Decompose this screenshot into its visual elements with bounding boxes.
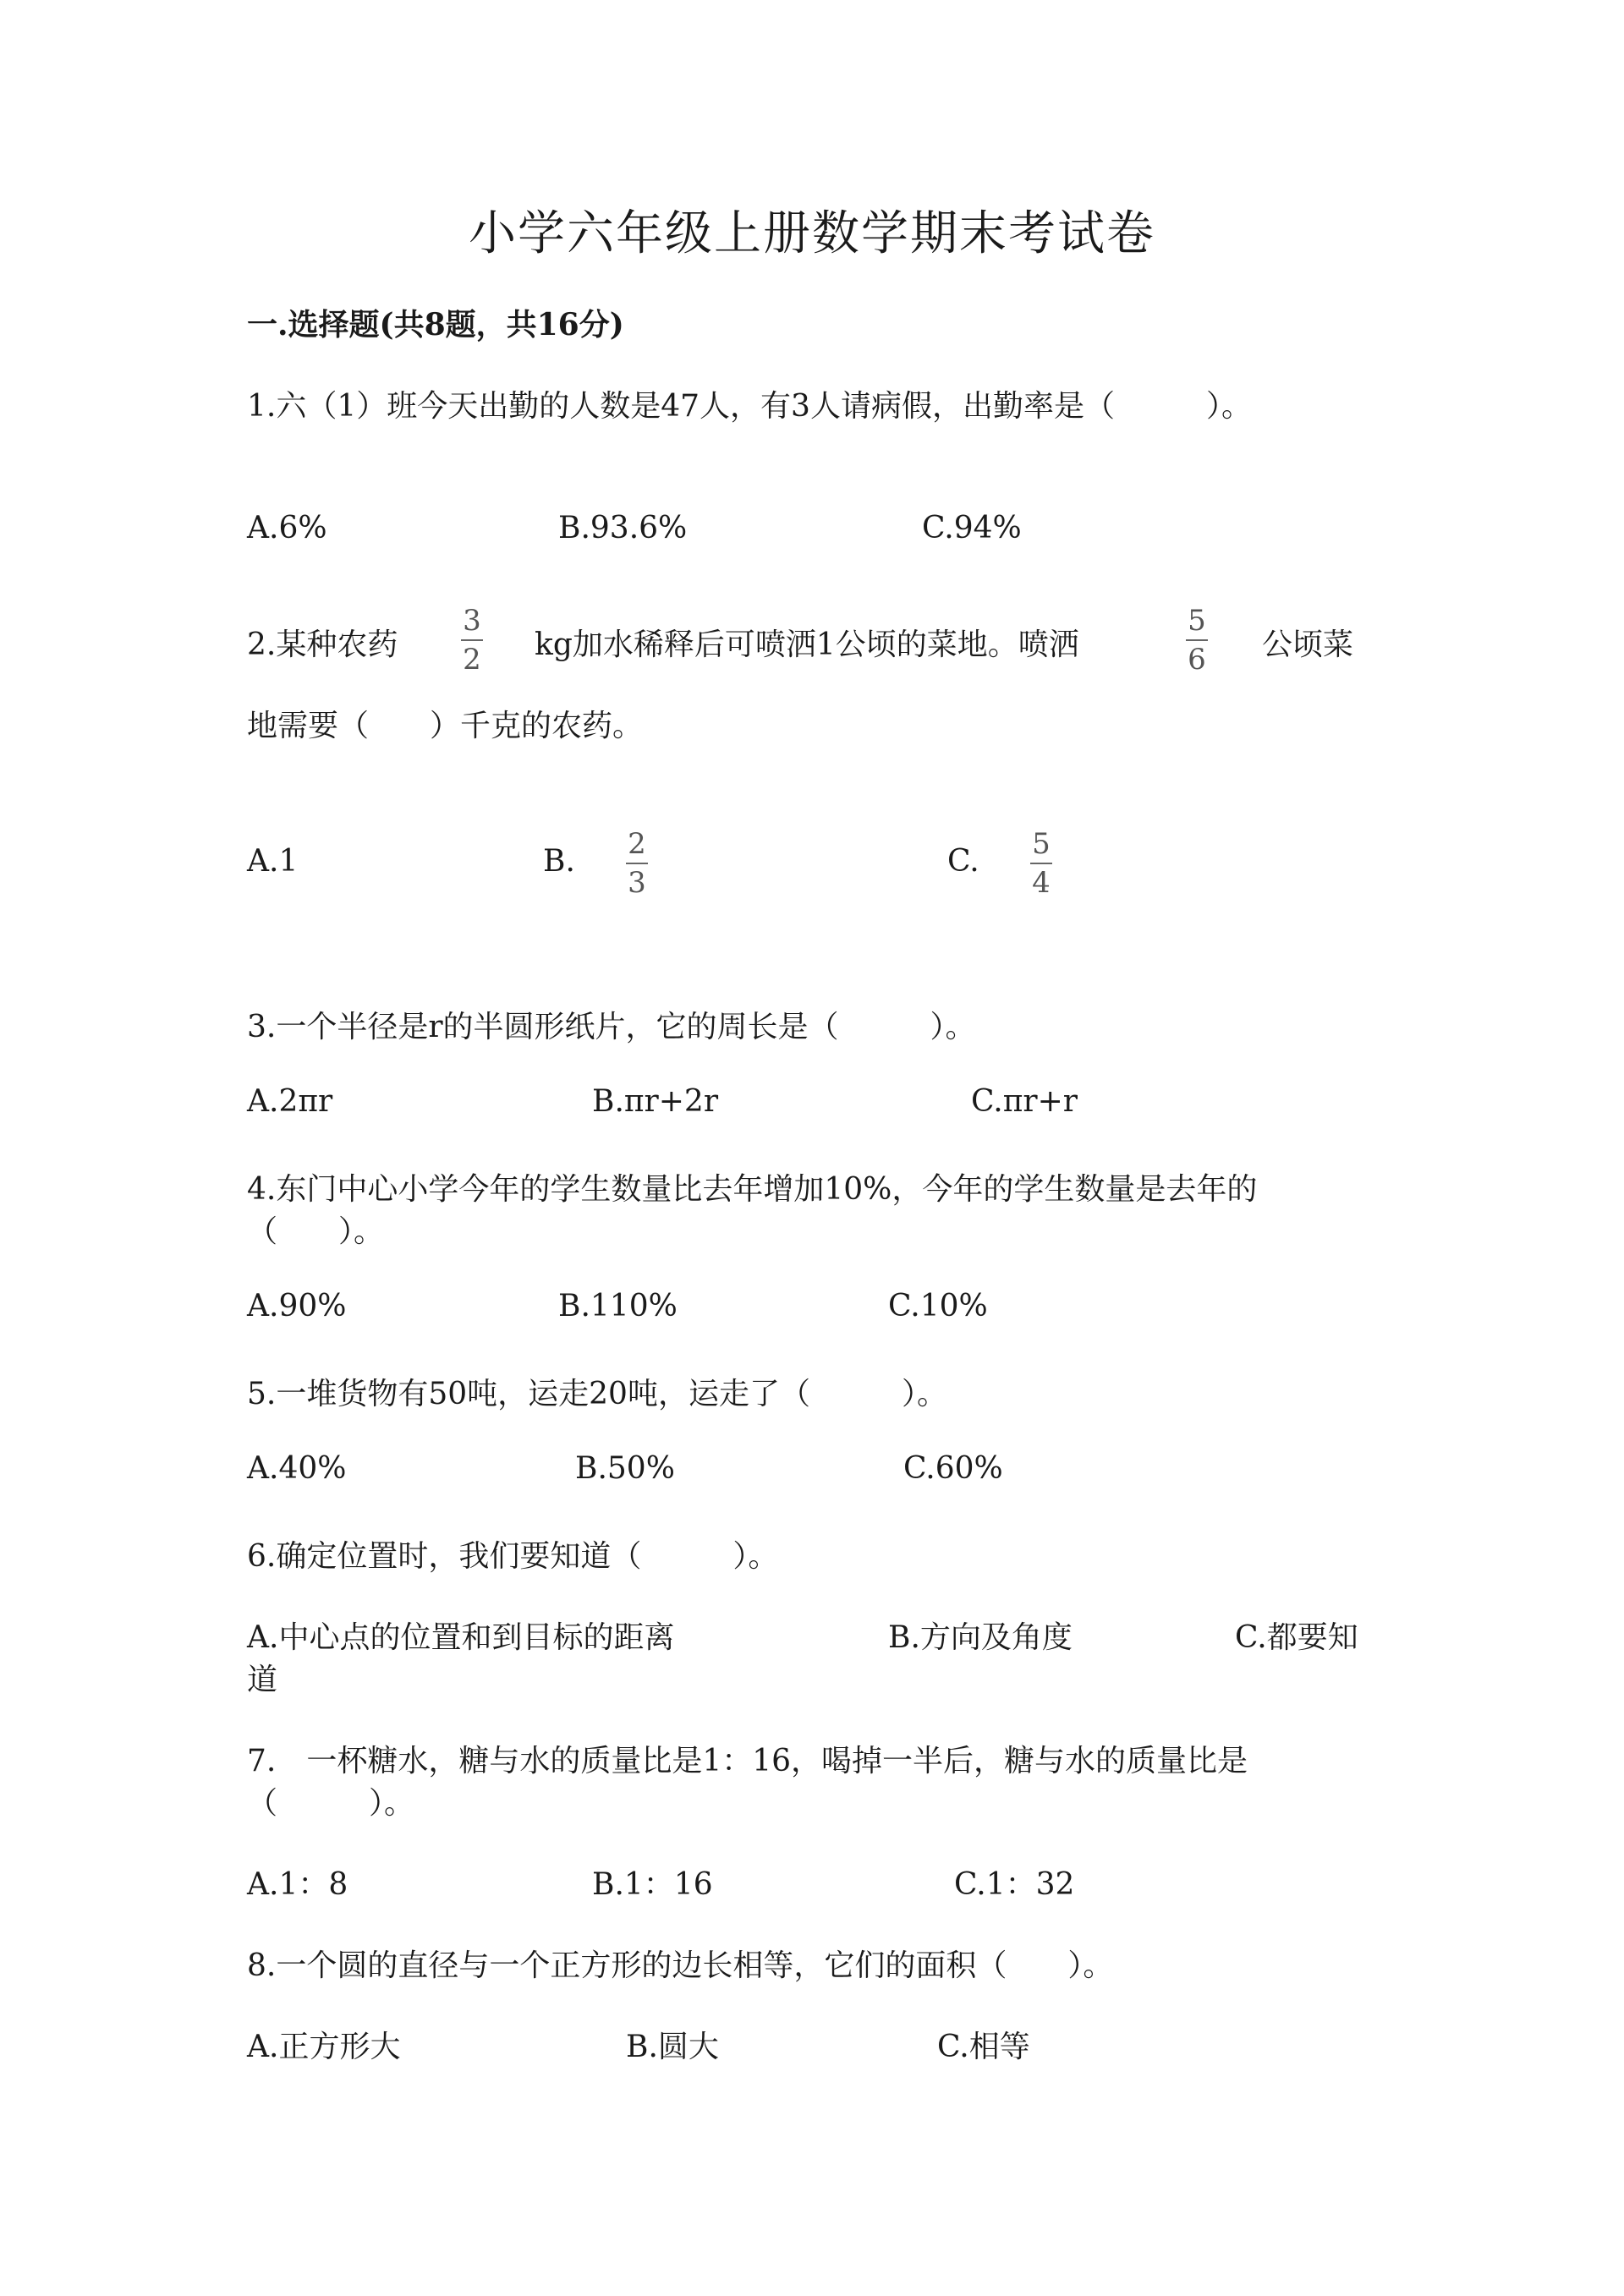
q3-option-b: B.πr+2r xyxy=(592,1084,719,1119)
question-7-line2: （ ）。 xyxy=(247,1786,415,1821)
question-1: 1.六（1）班今天出勤的人数是47人，有3人请病假，出勤率是（ ）。 xyxy=(247,389,1252,424)
fraction-bar xyxy=(626,863,648,864)
q5-option-c: C.60% xyxy=(903,1451,1003,1486)
question-5: 5.一堆货物有50吨，运走20吨，运走了（ ）。 xyxy=(247,1377,947,1411)
q2-option-c-fraction xyxy=(1030,829,1052,898)
fraction-numerator: 5 xyxy=(1032,827,1051,861)
q3-option-c: C.πr+r xyxy=(971,1084,1078,1119)
q8-option-c: C.相等 xyxy=(937,2030,1030,2064)
q7-option-c: C.1：32 xyxy=(954,1867,1075,1902)
fraction-bar xyxy=(461,639,483,641)
q6-option-b: B.方向及角度 xyxy=(888,1620,1073,1655)
q1-option-b: B.93.6% xyxy=(558,511,688,545)
q4-option-c: C.10% xyxy=(888,1289,988,1323)
question-6: 6.确定位置时，我们要知道（ ）。 xyxy=(247,1539,779,1574)
fraction-denominator: 6 xyxy=(1188,643,1206,677)
question-3: 3.一个半径是r的半圆形纸片，它的周长是（ ）。 xyxy=(247,1010,976,1044)
q7-option-b: B.1：16 xyxy=(592,1867,713,1902)
q6-option-c: C.都要知 xyxy=(1235,1620,1358,1655)
question-8: 8.一个圆的直径与一个正方形的边长相等，它们的面积（ ）。 xyxy=(247,1948,1114,1983)
q5-option-a: A.40% xyxy=(247,1451,347,1486)
question-2-part2: kg加水稀释后可喷洒1公顷的菜地。喷洒 xyxy=(535,627,1079,662)
fraction-bar xyxy=(1030,863,1052,864)
fraction-numerator: 2 xyxy=(628,827,646,861)
q2-option-b-fraction xyxy=(626,829,648,898)
q3-option-a: A.2πr xyxy=(247,1084,333,1119)
page-title: 小学六年级上册数学期末考试卷 xyxy=(469,206,1155,261)
q2-option-b: B. xyxy=(543,844,575,879)
q1-option-a: A.6% xyxy=(247,511,327,545)
question-2-part3: 公顷菜 xyxy=(1262,627,1354,662)
question-4-line1: 4.东门中心小学今年的学生数量比去年增加10%，今年的学生数量是去年的 xyxy=(247,1172,1258,1207)
q6-option-a: A.中心点的位置和到目标的距离 xyxy=(247,1620,675,1655)
fraction-numerator: 3 xyxy=(463,604,481,638)
q5-option-b: B.50% xyxy=(575,1451,675,1486)
question-4-line2: （ ）。 xyxy=(247,1214,385,1249)
fraction-denominator: 3 xyxy=(628,866,646,900)
section-heading: 一.选择题(共8题，共16分) xyxy=(247,307,624,342)
q8-option-a: A.正方形大 xyxy=(247,2030,401,2064)
fraction-numerator: 5 xyxy=(1188,604,1206,638)
question-2-part1: 2.某种农药 xyxy=(247,627,398,662)
q2-fraction-5-6 xyxy=(1186,606,1208,675)
q4-option-b: B.110% xyxy=(558,1289,678,1323)
q4-option-a: A.90% xyxy=(247,1289,347,1323)
fraction-bar xyxy=(1186,639,1208,641)
q2-fraction-3-2 xyxy=(461,606,483,675)
question-7-line1: 7. 一杯糖水，糖与水的质量比是1：16，喝掉一半后，糖与水的质量比是 xyxy=(247,1744,1248,1778)
fraction-denominator: 2 xyxy=(463,643,481,677)
question-2-line2: 地需要（ ）千克的农药。 xyxy=(247,709,644,743)
q8-option-b: B.圆大 xyxy=(626,2030,719,2064)
q2-option-c: C. xyxy=(947,844,979,879)
q7-option-a: A.1：8 xyxy=(247,1867,348,1902)
fraction-denominator: 4 xyxy=(1032,866,1051,900)
q6-option-c-wrap: 道 xyxy=(247,1663,278,1697)
q2-option-a: A.1 xyxy=(247,844,299,879)
q1-option-c: C.94% xyxy=(922,511,1022,545)
